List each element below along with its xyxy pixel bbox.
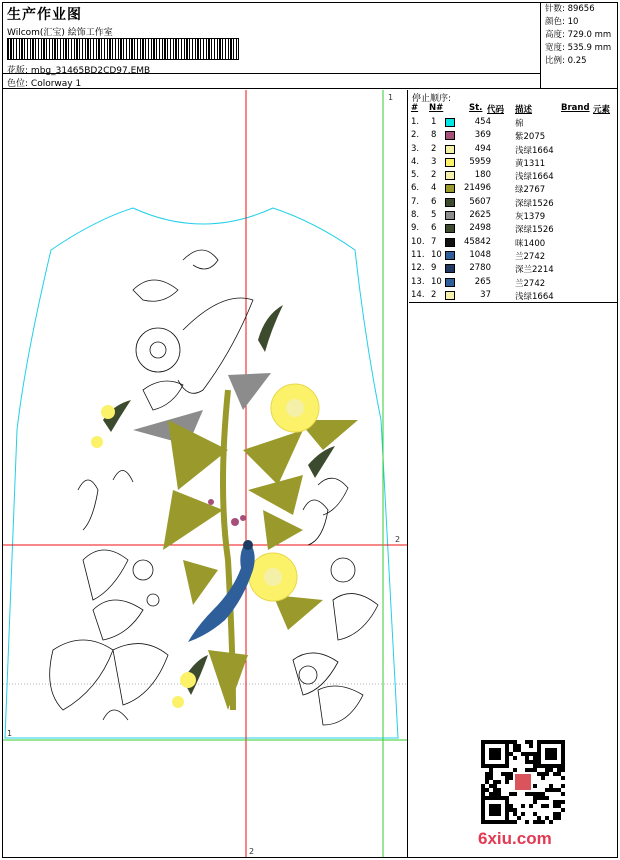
- table-row: [409, 182, 617, 195]
- file-label: 花版:: [7, 66, 29, 76]
- row-stitches: 45842: [463, 236, 491, 247]
- row-stitches: 1048: [469, 249, 491, 260]
- row-needle: 2: [431, 170, 437, 181]
- stop-sequence-panel: [409, 90, 617, 303]
- v-guide-label: 2: [249, 847, 255, 856]
- stat-height: 高度: 729.0 mm: [545, 30, 612, 40]
- table-row: [409, 116, 617, 129]
- color-swatch: [445, 224, 455, 233]
- row-stitches: 265: [474, 276, 491, 287]
- row-stitches: 5959: [469, 156, 491, 167]
- divider: [3, 73, 541, 74]
- h-guide-label: 2: [395, 535, 401, 544]
- row-index: 1.: [411, 117, 420, 127]
- row-description: 棉: [515, 119, 524, 129]
- page-title: 生产作业图: [7, 7, 82, 23]
- corner-label-top: 1: [388, 93, 394, 102]
- green-leaf: [243, 430, 303, 485]
- header: [3, 3, 617, 89]
- row-needle: 1: [431, 117, 437, 127]
- dark-leaf: [308, 446, 335, 478]
- row-stitches: 454: [474, 117, 491, 127]
- row-needle: 2: [431, 143, 437, 154]
- row-description: 兰2742: [515, 278, 546, 289]
- stat-width: 宽度: 535.9 mm: [545, 43, 612, 53]
- colorway-row: [7, 76, 81, 89]
- color-swatch: [445, 145, 455, 154]
- row-stitches: 180: [474, 170, 491, 181]
- watermark-logo: 6xiu.com: [478, 829, 552, 848]
- color-swatch: [445, 238, 455, 247]
- row-needle: 10: [431, 276, 442, 287]
- purple-bud: [208, 499, 214, 505]
- color-swatch: [445, 131, 455, 140]
- small-yellow-flower: [91, 436, 103, 448]
- color-swatch: [445, 291, 455, 300]
- row-stitches: 21496: [463, 183, 491, 194]
- purple-bud: [231, 518, 239, 526]
- header-info: [3, 3, 541, 89]
- design-preview: [3, 90, 408, 857]
- row-stitches: 369: [474, 130, 491, 141]
- embroidery-artwork: [3, 90, 408, 857]
- green-leaf: [163, 490, 223, 550]
- colorway-label: 色位:: [7, 79, 29, 89]
- row-stitches: 5607: [469, 196, 491, 207]
- row-needle: 3: [431, 156, 437, 167]
- col-desc: 描述: [515, 105, 533, 115]
- col-brand: Brand: [561, 103, 590, 113]
- bird-head: [243, 540, 253, 550]
- colorway-value: Colorway 1: [30, 79, 82, 89]
- table-row: [409, 143, 617, 156]
- sequence-title: 停止顺序:: [412, 94, 452, 104]
- row-description: 绿2767: [515, 185, 546, 196]
- row-stitches: 2780: [469, 263, 491, 274]
- table-row: [409, 156, 617, 169]
- row-index: 8.: [411, 210, 420, 221]
- small-yellow-flower: [172, 696, 184, 708]
- row-index: 5.: [411, 170, 420, 181]
- company-name: Wilcom(汇宝) 絵饰工作室: [7, 28, 113, 38]
- flower-center: [264, 568, 282, 586]
- stat-stitches: 针数: 89656: [545, 4, 595, 14]
- flower-center: [286, 399, 304, 417]
- color-swatch: [445, 211, 455, 220]
- table-row: [409, 249, 617, 262]
- row-stitches: 2498: [469, 223, 491, 234]
- col-elem: 元素: [593, 105, 611, 115]
- row-needle: 5: [431, 210, 437, 221]
- stat-colors: 颜色: 10: [545, 17, 579, 27]
- row-needle: 4: [431, 183, 437, 194]
- qr-code: [481, 740, 565, 824]
- production-sheet: [2, 2, 618, 858]
- table-row: [409, 129, 617, 142]
- row-description: 咪1400: [515, 238, 546, 249]
- table-row: [409, 236, 617, 249]
- stat-scale: 比例: 0.25: [545, 56, 587, 66]
- col-st: St.: [469, 103, 483, 113]
- row-description: 浅绿1664: [515, 145, 554, 156]
- row-needle: 10: [431, 249, 442, 260]
- green-leaf: [183, 560, 218, 605]
- table-row: [409, 169, 617, 182]
- row-index: 2.: [411, 130, 420, 141]
- row-description: 紫2075: [515, 132, 546, 143]
- table-row: [409, 276, 617, 289]
- file-row: [7, 63, 150, 76]
- dark-leaf: [258, 305, 283, 352]
- row-index: 9.: [411, 223, 420, 234]
- row-index: 13.: [411, 276, 425, 287]
- green-leaf: [263, 510, 303, 550]
- col-code: 代码: [487, 105, 505, 115]
- small-yellow-flower: [101, 405, 115, 419]
- table-row: [409, 289, 617, 302]
- table-row: [409, 196, 617, 209]
- small-yellow-flower: [180, 672, 196, 688]
- color-swatch: [445, 171, 455, 180]
- row-description: 浅绿1664: [515, 291, 554, 302]
- row-needle: 2: [431, 289, 437, 300]
- row-index: 7.: [411, 196, 420, 207]
- color-swatch: [445, 118, 455, 127]
- row-index: 14.: [411, 289, 425, 300]
- file-name: mbg_31465BD2CD97.EMB: [30, 66, 151, 76]
- row-needle: 6: [431, 196, 437, 207]
- row-index: 4.: [411, 156, 420, 167]
- row-description: 灰1379: [515, 212, 546, 223]
- color-swatch: [445, 184, 455, 193]
- table-row: [409, 262, 617, 275]
- corner-label-left: 1: [7, 729, 13, 738]
- row-index: 10.: [411, 236, 425, 247]
- row-description: 兰2742: [515, 251, 546, 262]
- color-swatch: [445, 278, 455, 287]
- color-swatch: [445, 158, 455, 167]
- purple-bud: [240, 515, 246, 521]
- row-index: 6.: [411, 183, 420, 194]
- grey-leaf: [228, 373, 271, 410]
- row-index: 11.: [411, 249, 425, 260]
- row-description: 深绿1526: [515, 225, 554, 236]
- row-stitches: 37: [480, 289, 491, 300]
- row-index: 3.: [411, 143, 420, 154]
- sequence-header: [409, 103, 617, 115]
- col-n: N#: [429, 103, 444, 113]
- row-needle: 7: [431, 236, 437, 247]
- stats-panel: [542, 3, 617, 89]
- row-description: 浅绿1664: [515, 172, 554, 183]
- row-stitches: 494: [474, 143, 491, 154]
- row-description: 深绿1526: [515, 198, 554, 209]
- green-leaf: [168, 420, 228, 490]
- row-needle: 9: [431, 263, 437, 274]
- sequence-rows: [409, 116, 617, 302]
- barcode: [7, 38, 239, 60]
- col-idx: #: [411, 103, 419, 113]
- color-swatch: [445, 264, 455, 273]
- row-needle: 8: [431, 130, 437, 141]
- table-row: [409, 222, 617, 235]
- table-row: [409, 209, 617, 222]
- row-description: 深兰2214: [515, 265, 554, 276]
- color-swatch: [445, 198, 455, 207]
- green-leaf: [208, 650, 248, 710]
- row-needle: 6: [431, 223, 437, 234]
- row-index: 12.: [411, 263, 425, 274]
- row-description: 黄1311: [515, 158, 546, 169]
- color-swatch: [445, 251, 455, 260]
- row-stitches: 2625: [469, 210, 491, 221]
